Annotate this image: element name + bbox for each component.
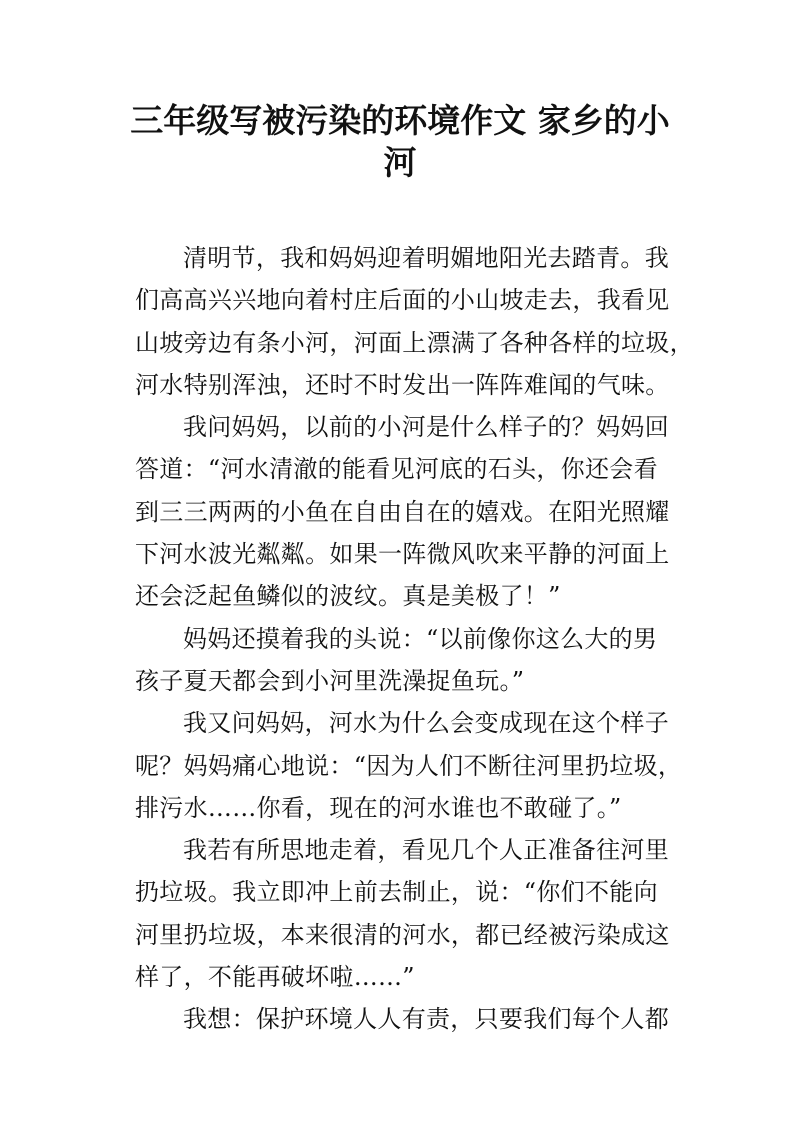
text-line: 还会泛起鱼鳞似的波纹。真是美极了！” [135,582,561,611]
title-line: 三年级写被污染的环境作文 家乡的小 [130,101,670,140]
text-line: 答道：“河水清澈的能看见河底的石头，你还会看 [135,455,658,484]
text-line: 扔垃圾。我立即冲上前去制止，说：“你们不能向 [135,878,658,907]
text-line: 河里扔垃圾，本来很清的河水，都已经被污染成这 [135,920,670,949]
text-line: 们高高兴兴地向着村庄后面的小山坡走去，我看见 [135,286,670,315]
text-line: 我想：保护环境人人有责，只要我们每个人都 [183,1005,669,1034]
document-title [100,100,700,184]
text-line: 排污水……你看，现在的河水谁也不敢碰了。” [135,793,622,822]
text-line: 下河水波光粼粼。如果一阵微风吹来平静的河面上 [135,540,670,569]
text-line: 我问妈妈，以前的小河是什么样子的？妈妈回 [183,413,669,442]
text-line: 孩子夏天都会到小河里洗澡捉鱼玩。” [135,666,525,695]
text-line: 山坡旁边有条小河，河面上漂满了各种各样的垃圾， [135,328,694,357]
text-line: 呢？妈妈痛心地说：“因为人们不断往河里扔垃圾， [135,751,683,780]
text-line: 样了，不能再破坏啦……” [135,963,415,992]
text-line: 河水特别浑浊，还时不时发出一阵阵难闻的气味。 [135,370,670,399]
text-line: 我又问妈妈，河水为什么会变成现在这个样子 [183,709,669,738]
text-line: 妈妈还摸着我的头说：“以前像你这么大的男 [183,624,658,653]
title-line: 河 [383,143,417,182]
text-line: 到三三两两的小鱼在自由自在的嬉戏。在阳光照耀 [135,497,670,526]
text-line: 清明节，我和妈妈迎着明媚地阳光去踏青。我 [183,244,669,272]
text-line: 我若有所思地走着，看见几个人正准备往河里 [183,836,669,865]
document-body [135,237,694,1041]
